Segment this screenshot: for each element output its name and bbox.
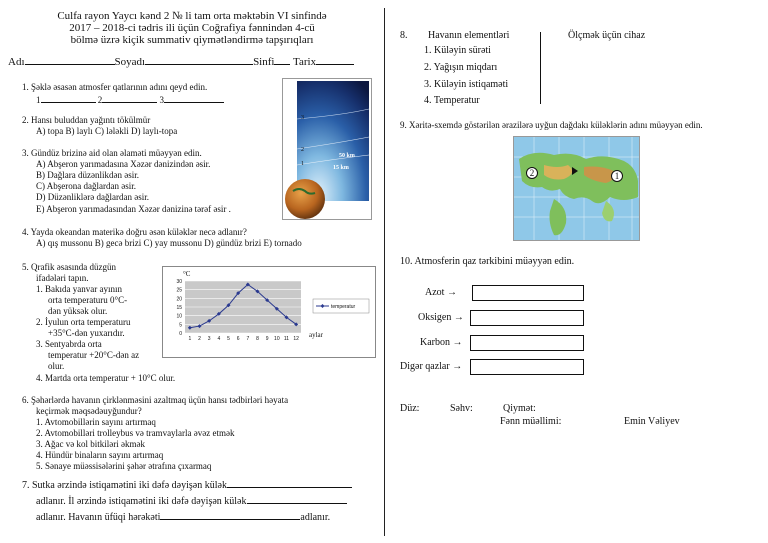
q3-option-e: E) Abşeron yarımadasından Xəzər dənizinə tərəf əsir .	[36, 204, 231, 214]
q1-text: 1. Şəklə əsasən atmosfer qatlarının adını qeyd edin.	[22, 82, 208, 92]
x-tick-label: 8	[256, 336, 259, 342]
q5-intro-1: 5. Qrafik əsasında düzgün	[22, 262, 116, 272]
x-tick-label: 1	[188, 336, 192, 342]
y-axis-label: °C	[183, 270, 191, 278]
q5-s3a: 3. Sentyabrda orta	[36, 339, 102, 349]
q3-option-a: A) Abşeron yarımadasına Xəzər dənizindən əsir.	[36, 159, 211, 169]
karbon-label: Karbon →	[420, 337, 463, 348]
q8-item-4: 4. Temperatur	[424, 95, 480, 106]
x-tick-label: 11	[283, 336, 290, 342]
temperature-chart	[162, 266, 376, 358]
layer-label-1: 1	[301, 161, 304, 167]
q1-answer-2[interactable]	[102, 93, 157, 103]
oksigen-label: Oksigen →	[418, 312, 464, 323]
q5-s1a: 1. Bakıda yanvar ayının	[36, 284, 122, 294]
x-tick-label: 10	[274, 336, 280, 342]
header-line-3: bölmə üzrə kiçik summativ qiymətləndirmə tapşırıqları	[70, 34, 314, 46]
q9-text: 9. Xəritə-sxemdə göstərilən ərazilərə uyğun dağdakı küləklərin adını müəyyən edin.	[400, 120, 703, 130]
q5-s3c: olur.	[48, 361, 65, 371]
q7-line-1	[22, 478, 352, 492]
y-tick-label: 10	[176, 313, 182, 320]
q6-text-1: 6. Şəhərlərdə havanın çirklənməsini azaltmaq üçün hansı tədbirləri həyata	[22, 395, 289, 405]
q1-n1: 1	[36, 95, 41, 105]
q5-s3b: temperatur +20°C-dən az	[48, 350, 140, 360]
height-15km-label: 15 km	[333, 165, 349, 171]
q3-option-c: C) Abşerona dağlardan əsir.	[36, 181, 136, 191]
q4-text: 4. Yayda okeandan materikə doğru əsən küləklər necə adlanır?	[22, 227, 247, 237]
q5-s2b: +35°C-dən yuxarıdır.	[48, 328, 125, 338]
duz-label: Düz:	[400, 403, 420, 414]
x-tick-label: 6	[236, 336, 240, 342]
layer-label-3: 3	[301, 115, 304, 121]
q8-col-elements: Havanın elementləri	[428, 30, 510, 41]
x-tick-label: 3	[207, 336, 211, 342]
height-50km-label: 50 km	[339, 153, 355, 159]
y-tick-label: 5	[179, 322, 182, 329]
x-axis-label: aylar	[309, 331, 323, 339]
q7-blank-1[interactable]	[227, 478, 352, 488]
name-field[interactable]	[25, 55, 115, 65]
map-illustration	[514, 137, 639, 240]
q7-line-3	[36, 510, 330, 524]
q2-options: A) topa B) laylı C) lələkli D) laylı-topa	[36, 126, 178, 136]
temperature-chart-svg	[163, 267, 375, 357]
q8-number: 8.	[400, 30, 408, 41]
y-tick-label: 25	[176, 287, 182, 294]
layer-label-2: 2	[301, 147, 304, 153]
q1-n3: 3	[159, 95, 164, 105]
x-tick-label: 12	[293, 336, 299, 342]
class-label: Sinfi	[253, 56, 275, 68]
q7-blank-3[interactable]	[160, 510, 300, 520]
map-marker-1: 1	[611, 170, 623, 182]
q7-l1-text: 7. Sutka ərzində istiqamətini iki dəfə dəyişən külək	[22, 480, 227, 491]
q1-answer-1[interactable]	[41, 93, 96, 103]
q1-n2: 2	[97, 95, 103, 105]
q10-text: 10. Atmosferin qaz tərkibini müəyyən edin.	[400, 256, 575, 267]
q7-l3a-text: adlanır. Havanın üfüqi hərəkəti	[36, 512, 161, 523]
q5-intro-2: ifadələri tapın.	[36, 273, 89, 283]
q4-options: A) qış mussonu B) gecə brizi C) yay mussonu D) gündüz brizi E) tornado	[36, 238, 302, 248]
q8-column-divider	[540, 32, 541, 104]
azot-label: Azot →	[425, 287, 457, 298]
x-tick-label: 2	[198, 336, 201, 342]
q8-item-3: 3. Küləyin istiqaməti	[424, 79, 509, 90]
azot-input[interactable]	[472, 285, 584, 301]
q2-text: 2. Hansı buluddan yağıntı tökülmür	[22, 115, 151, 125]
wind-map-image	[513, 136, 640, 241]
surname-field[interactable]	[145, 55, 253, 65]
y-tick-label: 20	[176, 296, 182, 303]
header-line-1: Culfa rayon Yaycı kənd 2 № li tam orta məktəbin VI sinfində	[57, 10, 327, 22]
qiymet-label: Qiymət:	[503, 403, 536, 414]
y-tick-label: 30	[176, 279, 182, 285]
q8-item-2: 2. Yağışın miqdarı	[424, 62, 498, 73]
surname-label: Soyadı	[114, 56, 146, 68]
name-label: Adı	[8, 56, 25, 68]
x-tick-label: 9	[265, 336, 269, 342]
teacher-name: Emin Vəliyev	[624, 416, 680, 427]
map-marker-2: 2	[526, 167, 538, 179]
x-tick-label: 7	[246, 336, 250, 342]
q5-s2a: 2. İyulun orta temperaturu	[36, 317, 131, 327]
q3-option-b: B) Dağlara düzənlikdən əsir.	[36, 170, 139, 180]
q6-text-2: keçirmək məqsədəuyğundur?	[36, 406, 142, 416]
q6-option-3: 3. Ağac və kol bitkiləri əkmək	[36, 439, 145, 449]
sehv-label: Səhv:	[450, 403, 473, 414]
diger-qazlar-label: Digər qazlar →	[400, 361, 463, 372]
q6-option-1: 1. Avtomobillərin sayını artırmaq	[36, 417, 156, 427]
q8-item-1: 1. Küləyin sürəti	[424, 45, 491, 56]
q1-answer-3[interactable]	[164, 93, 224, 103]
q6-option-4: 4. Hündür binaların sayını artırmaq	[36, 450, 164, 460]
diger-qazlar-input[interactable]	[470, 359, 584, 375]
q8-col-device: Ölçmək üçün cihaz	[568, 30, 646, 41]
x-tick-label: 4	[217, 336, 221, 342]
q7-l2-text: adlanır. İl ərzində istiqamətini iki dəfə dəyişən külək	[36, 496, 247, 507]
class-field[interactable]	[274, 55, 290, 65]
header-line-2: 2017 – 2018-ci tədris ili üçün Coğrafiya fənnindən 4-cü	[69, 22, 315, 34]
oksigen-input[interactable]	[470, 310, 584, 326]
q3-text: 3. Gündüz brizinə aid olan əlaməti müəyyən edin.	[22, 148, 202, 158]
page-divider	[384, 8, 385, 536]
y-tick-label: 0	[179, 331, 182, 337]
q5-s1b: orta temperaturu 0°C-	[48, 295, 128, 305]
atmosphere-layers-image	[282, 78, 372, 220]
q7-line-2	[36, 494, 347, 508]
date-label: Tarix	[293, 56, 317, 68]
q6-option-2: 2. Avtomobilləri trolleybus və tramvaylarla əvəz etmək	[36, 428, 235, 438]
q5-s1c: dən yüksək olur.	[48, 306, 108, 316]
q6-option-5: 5. Sənaye müəssisələrini şəhər ətrafına çıxarmaq	[36, 461, 212, 471]
y-tick-label: 15	[176, 305, 182, 311]
q5-s4: 4. Martda orta temperatur + 10°C olur.	[36, 373, 176, 383]
date-field[interactable]	[316, 55, 354, 65]
student-info-row	[8, 55, 354, 69]
q3-option-d: D) Düzənliklərə dağlardan əsir.	[36, 192, 149, 202]
karbon-input[interactable]	[470, 335, 584, 351]
q7-l3b-text: adlanır.	[300, 512, 331, 523]
legend-label: temperatur	[331, 304, 356, 310]
x-tick-label: 5	[227, 336, 230, 342]
q7-blank-2[interactable]	[247, 494, 347, 504]
q1-answers	[36, 93, 224, 106]
teacher-label: Fənn müəllimi:	[500, 416, 562, 427]
atmosphere-illustration	[283, 79, 371, 219]
